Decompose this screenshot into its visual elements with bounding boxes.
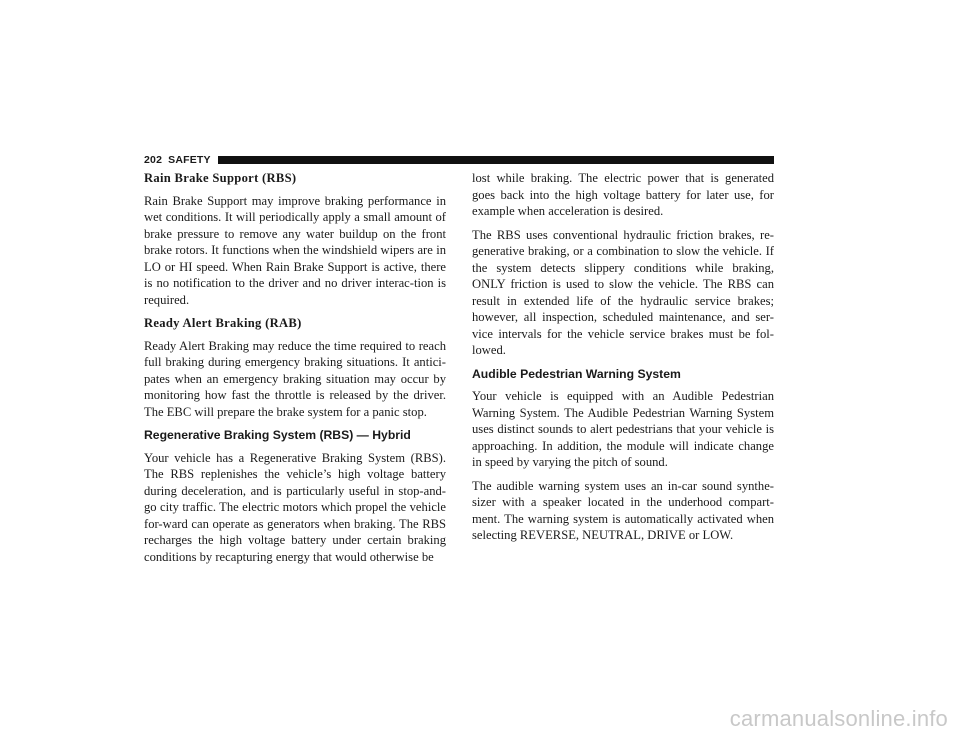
section-title: SAFETY (168, 154, 211, 166)
rab-paragraph: Ready Alert Braking may reduce the time required to reach full braking during emergency braking situations. It antici-pates when an emergency braking situation may occur by monitoring how fast the throttle is released by the driver. The EBC will prepare the brake system for a panic stop. (144, 338, 446, 419)
apws-paragraph-1: Your vehicle is equipped with an Audible Pedestrian Warning System. The Audible Pedestrian Warning System uses distinct sounds to alert pedestrians that your vehicle is approaching. In addition, the module will indicate change in speed by varying the pitch of sound. (472, 389, 774, 469)
rbs-friction-paragraph: The RBS uses conventional hydraulic friction brakes, re-generative braking, or a combination to slow the vehicle. If the system detects slippery conditions while braking, ONLY friction is used to slow the vehicle. The RBS can result in extended life of the hydraulic service brakes; however, all inspection, scheduled maintenance, and ser-vice intervals for the vehicle service brakes must be fol-lowed. (472, 227, 774, 357)
regen-heading: Regenerative Braking System (RBS) — Hybrid (144, 428, 411, 442)
apws-heading: Audible Pedestrian Warning System (472, 366, 681, 381)
header-rule (218, 156, 774, 164)
rab-heading: Ready Alert Braking (RAB) (144, 316, 302, 330)
regen-paragraph: Your vehicle has a Regenerative Braking System (RBS). The RBS replenishes the vehicle’s high voltage battery during deceleration, and is particularly useful in stop-and-go city traffic. The electric motors which propel the vehicle for-ward can operate as generators when braking. The RBS recharges the high voltage battery under certain braking conditions by recapturing energy that would otherwise be (144, 450, 446, 564)
rbs-paragraph: Rain Brake Support may improve braking performance in wet conditions. It will periodically apply a small amount of brake pressure to remove any water buildup on the front brake rotors. It functions when the windshield wipers are in LO or HI speed. When Rain Brake Support is active, there is no notification to the driver and no driver interac-tion is required. (144, 193, 446, 307)
regen-continued-paragraph: lost while braking. The electric power that is generated goes back into the high voltage battery for later use, for example when acceleration is desired. (472, 171, 774, 218)
page-number: 202 (144, 154, 163, 166)
page-header (144, 154, 774, 166)
apws-paragraph-2: The audible warning system uses an in-car sound synthe-sizer with a speaker located in the underhood compart-ment. The warning system is automatically activated when selecting REVERSE, NEUTRAL, DRIVE or LOW. (472, 478, 774, 542)
rbs-heading: Rain Brake Support (RBS) (144, 171, 297, 185)
left-column (144, 170, 446, 572)
right-column (472, 170, 774, 551)
watermark-text: carmanualsonline.info (729, 706, 948, 731)
